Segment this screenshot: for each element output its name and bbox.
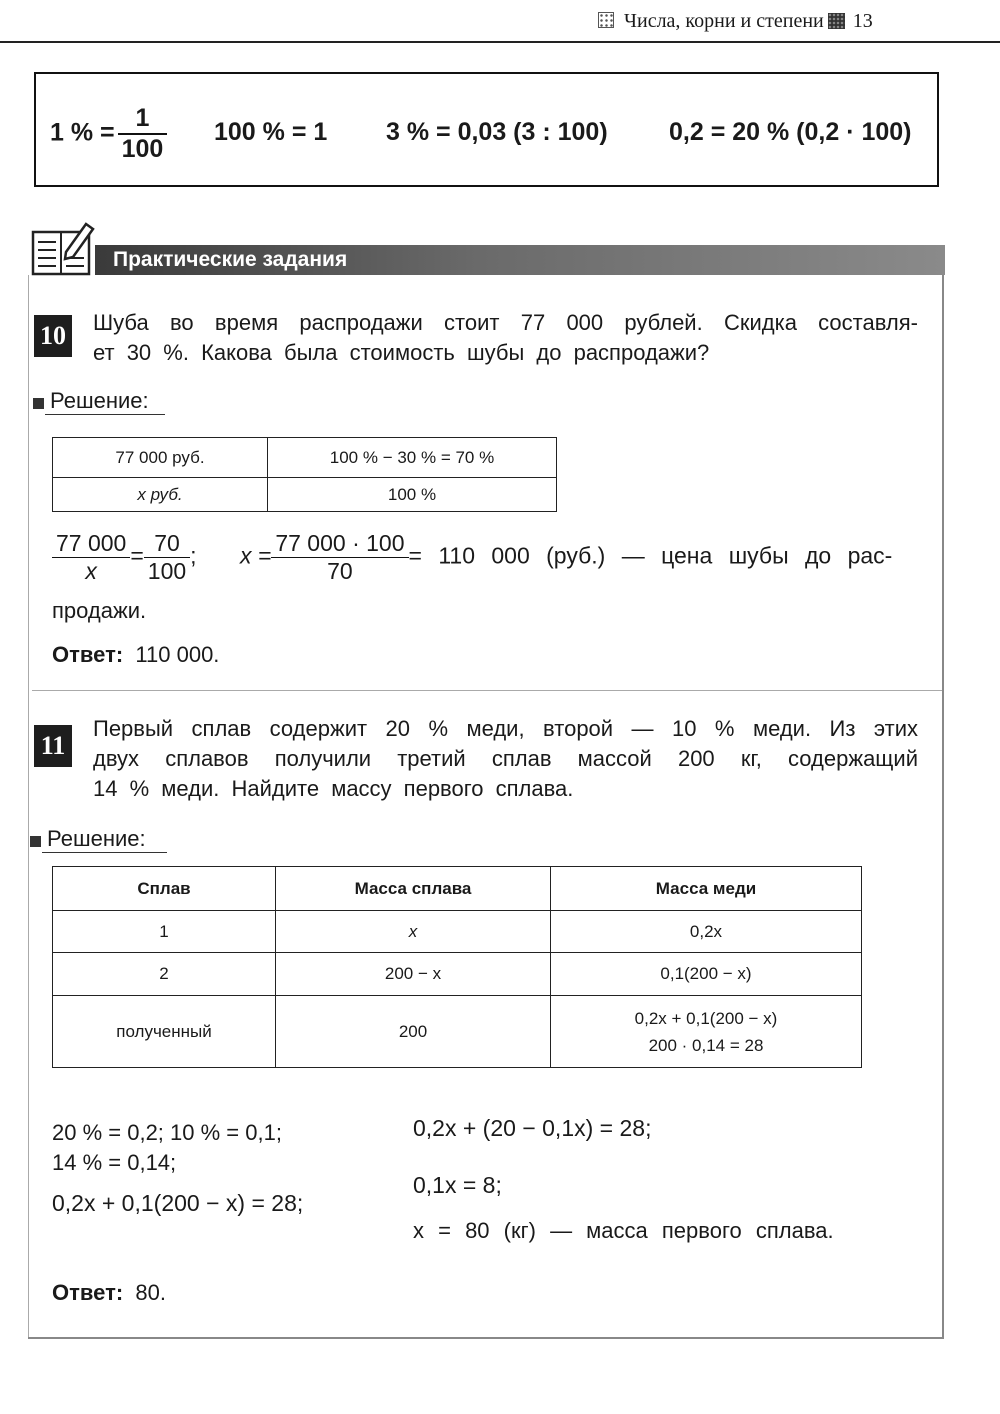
task-10-equation (52, 530, 197, 585)
table-cell (276, 911, 551, 953)
task-11-number: 11 (34, 725, 72, 767)
table-row (53, 911, 862, 953)
table-row (53, 438, 557, 478)
task-10-equation-x (240, 530, 892, 585)
table-row (53, 478, 557, 512)
task-11-line-1: Первый сплав содержит 20 % меди, второй — 10 % меди. Из этих (93, 716, 918, 741)
block-square-icon (828, 13, 845, 29)
formula-1-num: 1 (118, 104, 168, 135)
section-bar (95, 245, 945, 275)
task-11-table (52, 866, 862, 1068)
task-10-line-1: Шуба во время распродажи стоит 77 000 рублей. Скидка составля- (93, 310, 918, 335)
eq-separator: ; (190, 542, 197, 569)
task-10-number: 10 (34, 315, 72, 357)
table-cell: 77 000 руб. (53, 438, 268, 478)
table-cell: 2 (53, 953, 276, 996)
frame-left (28, 275, 29, 1338)
table-cell-text: x руб. (137, 484, 183, 504)
task-11-left-calc (52, 1118, 282, 1178)
dots-square-icon (598, 12, 614, 28)
formula-percent-fraction (50, 104, 167, 164)
header-rule (0, 41, 1000, 43)
table-cell: 100 % − 30 % = 70 % (268, 438, 557, 478)
task-11-text (93, 714, 918, 804)
page-number: 13 (852, 10, 873, 32)
formula-1-left: 1 % = (50, 118, 115, 147)
table-cell: 200 − x (276, 953, 551, 996)
formula-1-den: 100 (121, 135, 164, 163)
fraction-2 (144, 530, 190, 585)
frac-den-text: x (85, 558, 97, 584)
table-row (53, 953, 862, 996)
frame-right (942, 275, 944, 1338)
frac-num: 77 000 · 100 (271, 530, 408, 558)
table-cell (53, 478, 268, 512)
task-10-line-2: ет 30 %. Какова была стоимость шубы до распродажи? (93, 340, 710, 365)
task-10-continuation: продажи. (52, 598, 147, 623)
solution-marker-icon (30, 836, 41, 847)
running-header (598, 10, 873, 33)
task-11-right-eq-1: 0,2x + (20 − 0,1x) = 28; (413, 1115, 652, 1141)
solution-underline (42, 852, 167, 853)
table-header-row (53, 867, 862, 911)
formula-2: 100 % = 1 (214, 118, 328, 146)
task-11-line-3: 14 % меди. Найдите массу первого сплава. (93, 776, 574, 801)
table-cell-text: x (408, 921, 418, 941)
solution-underline (45, 414, 165, 415)
formula-3: 3 % = 0,03 (3 : 100) (386, 118, 608, 146)
eq-sign: = (130, 542, 144, 569)
answer-value: 80. (135, 1280, 166, 1305)
frac-num: 70 (144, 530, 190, 558)
fraction-1 (52, 530, 130, 585)
task-divider (32, 690, 942, 691)
task-11-answer (52, 1280, 166, 1306)
solution-marker-icon (33, 398, 44, 409)
table-cell: 1 (53, 911, 276, 953)
task-11-solution-label (30, 826, 146, 852)
table-header: Масса меди (551, 867, 862, 911)
task-10-answer (52, 642, 219, 668)
table-header: Масса сплава (276, 867, 551, 911)
task-10-text (93, 308, 918, 368)
table-cell (551, 996, 862, 1068)
task-11-left-eq: 0,2x + 0,1(200 − x) = 28; (52, 1190, 304, 1216)
table-cell-line: 200 · 0,14 = 28 (648, 1035, 764, 1055)
table-row (53, 996, 862, 1068)
notebook-pencil-icon (30, 218, 98, 278)
formula-4: 0,2 = 20 % (0,2 · 100) (669, 118, 912, 146)
task-11-line-2: двух сплавов получили третий сплав массой 200 кг, содержащий (93, 746, 918, 771)
fraction-3 (271, 530, 408, 585)
frac-den: 70 (327, 558, 353, 584)
table-header: Сплав (53, 867, 276, 911)
solution-label-text: Решение: (50, 388, 149, 413)
task-10-table (52, 437, 557, 512)
section-title: Практические задания (113, 248, 348, 271)
eq3-right: = 110 000 (руб.) — цена шубы до рас- (408, 542, 893, 569)
frame-bottom (28, 1337, 944, 1339)
table-cell-line: 0,2x + 0,1(200 − x) (634, 1008, 778, 1028)
header-title: Числа, корни и степени (624, 10, 824, 32)
solution-label-text: Решение: (47, 826, 146, 851)
frac-den (52, 558, 130, 585)
task-10-solution-label (33, 388, 149, 414)
formula-box (34, 72, 939, 187)
table-cell: 100 % (268, 478, 557, 512)
eq3-left: x = (240, 542, 272, 569)
calc-line: 20 % = 0,2; 10 % = 0,1; (52, 1120, 282, 1145)
frac-den: 100 (147, 558, 187, 584)
frac-num: 77 000 (52, 530, 130, 558)
answer-label: Ответ: (52, 1280, 124, 1305)
table-cell: 0,1(200 − x) (551, 953, 862, 996)
task-11-right-eq-3: x = 80 (кг) — масса первого сплава. (413, 1218, 834, 1243)
table-cell: полученный (53, 996, 276, 1068)
table-cell: 0,2x (551, 911, 862, 953)
task-11-right-eq-2: 0,1x = 8; (413, 1172, 502, 1198)
table-cell: 200 (276, 996, 551, 1068)
answer-value: 110 000. (135, 642, 220, 667)
calc-line: 14 % = 0,14; (52, 1150, 177, 1175)
answer-label: Ответ: (52, 642, 124, 667)
